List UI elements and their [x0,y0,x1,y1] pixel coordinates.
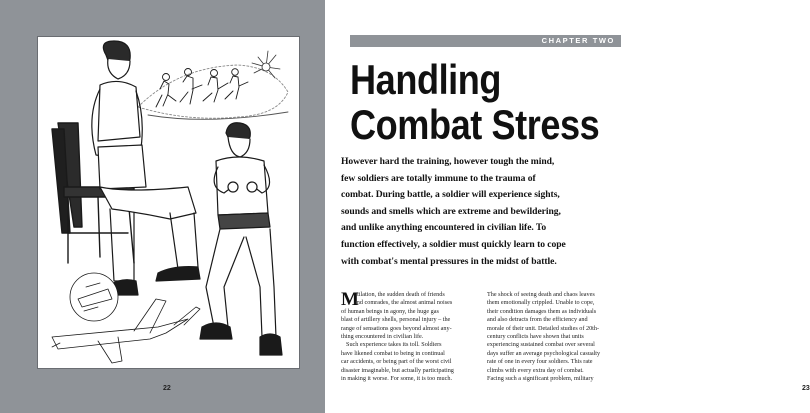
body-line: in making it worse. For some, it is too much. [341,375,453,383]
skirmish-scene [138,51,288,119]
intro-paragraph [341,154,627,270]
body-line: car accidents, or being part of the worst civil [341,358,452,366]
body-line: have likened combat to being in continual [341,349,445,357]
body-line: The shock of seeing death and chaos leaves [487,291,595,298]
body-line: blast of artillery shells, personal injury – the [341,316,451,324]
body-line: of human beings in agony, the huge gas [341,307,439,315]
combat-stress-illustration [38,37,299,368]
body-column-2 [487,291,616,383]
chapter-title [350,56,600,148]
intro-line: few soldiers are totally immune to the trauma of [341,172,536,184]
body-line: utilation, the sudden death of friends [354,291,445,298]
intro-line: However hard the training, however tough the mind, [341,156,555,167]
intro-line: combat. During battle, a soldier will experience sights, [341,189,560,201]
body-line: experiencing sustained combat over several [487,341,595,349]
body-line: morale of their unit. Detailed studies of 20th- [487,324,600,332]
body-line: and comrades, the almost animal noises [354,299,453,307]
chapter-header-bar [350,35,621,47]
title-line: Combat Stress [350,101,600,148]
body-line: rate of one in every four soldiers. This rate [487,358,593,366]
standing-soldier [200,123,282,355]
body-line: Facing such a significant problem, military [487,375,594,383]
drop-cap: M [341,289,359,310]
illustration-panel [37,36,300,369]
left-page [0,0,325,413]
body-line: them emotionally crippled. Unable to cope, [487,299,595,307]
intro-line: sounds and smells which are extreme and bewildering, [341,205,561,217]
body-line: days suffer an average psychological casualty [487,349,601,357]
body-line: their condition damages them as individuals [487,307,597,315]
body-column-1 [341,291,470,383]
page-number-left: 22 [163,385,171,392]
body-line: disaster imaginable, but actually participating [341,366,454,374]
intro-line: with combat's mental pressures in the midst of battle. [341,255,557,267]
intro-line: and unlike anything encountered in civilian life. To [341,222,547,234]
body-line: range of sensations goes beyond almost any- [341,324,452,332]
title-line: Handling [350,56,502,103]
body-line: century conflicts have shown that units [487,333,584,341]
seated-soldier [92,41,200,295]
chapter-label: CHAPTER TWO [541,36,615,45]
body-line: Such experience takes its toll. Soldiers [346,341,442,349]
intro-line: function effectively, a soldier must quickly learn to cope [341,238,566,250]
body-line: climbs with every extra day of combat. [487,366,584,374]
right-page [325,0,810,413]
page-number-right: 23 [802,385,810,392]
body-line: thing encountered in civilian life. [341,333,424,341]
body-line: and also detracts from the efficiency and [487,316,588,324]
